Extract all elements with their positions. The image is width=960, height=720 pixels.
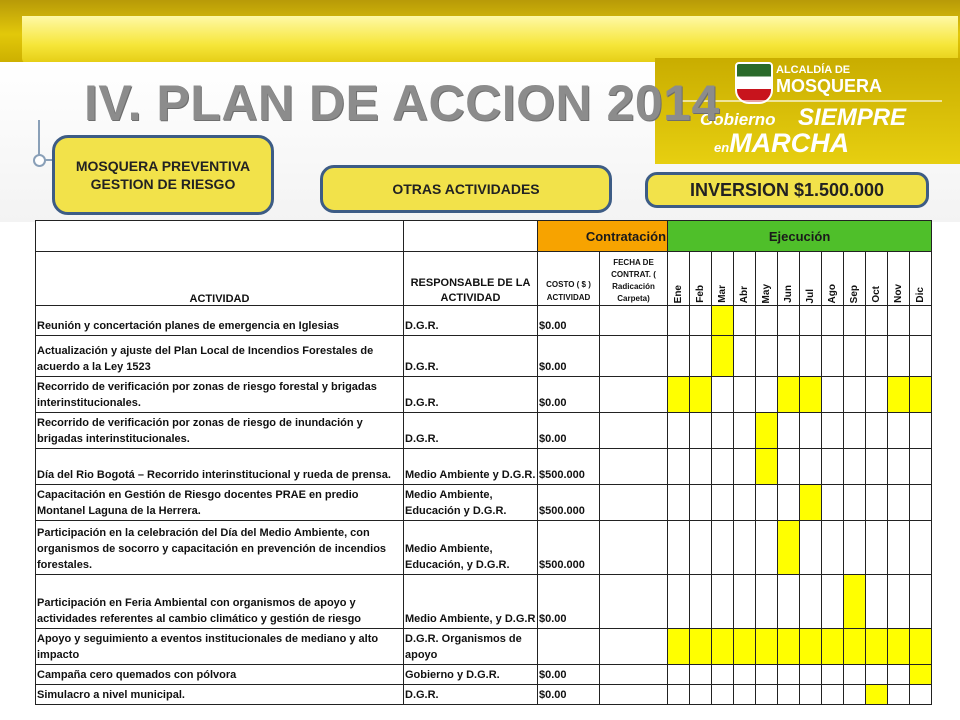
month-cell-ene bbox=[668, 336, 690, 377]
contratacion-header: Contratación bbox=[538, 221, 668, 252]
month-cell-abr bbox=[734, 449, 756, 485]
month-cell-mar bbox=[712, 665, 734, 685]
month-cell-sep bbox=[844, 665, 866, 685]
month-cell-ene bbox=[668, 485, 690, 521]
month-cell-sep bbox=[844, 575, 866, 629]
contract-date-cell bbox=[600, 413, 668, 449]
month-cell-oct bbox=[866, 629, 888, 665]
month-cell-mar bbox=[712, 449, 734, 485]
month-cell-ene bbox=[668, 413, 690, 449]
month-header-sep bbox=[844, 252, 866, 306]
month-cell-feb bbox=[690, 377, 712, 413]
month-cell-dic bbox=[910, 575, 932, 629]
month-cell-jul bbox=[800, 575, 822, 629]
responsible-cell: D.G.R. bbox=[404, 413, 538, 449]
month-cell-feb bbox=[690, 521, 712, 575]
month-cell-nov bbox=[888, 521, 910, 575]
month-cell-may bbox=[756, 306, 778, 336]
month-cell-may bbox=[756, 629, 778, 665]
month-cell-jul bbox=[800, 336, 822, 377]
month-cell-oct bbox=[866, 336, 888, 377]
fecha-header: FECHA DE CONTRAT. ( Radicación Carpeta) bbox=[600, 252, 668, 306]
month-cell-abr bbox=[734, 521, 756, 575]
cost-cell: $500.000 bbox=[538, 485, 600, 521]
month-cell-nov bbox=[888, 377, 910, 413]
month-cell-sep bbox=[844, 413, 866, 449]
month-cell-nov bbox=[888, 449, 910, 485]
month-cell-ago bbox=[822, 521, 844, 575]
month-cell-oct bbox=[866, 575, 888, 629]
month-cell-oct bbox=[866, 685, 888, 705]
month-cell-nov bbox=[888, 336, 910, 377]
month-cell-jul bbox=[800, 685, 822, 705]
contract-date-cell bbox=[600, 336, 668, 377]
cost-cell: $0.00 bbox=[538, 306, 600, 336]
month-cell-ene bbox=[668, 629, 690, 665]
month-cell-dic bbox=[910, 685, 932, 705]
month-header-label: Abr bbox=[739, 285, 751, 303]
month-cell-jul bbox=[800, 665, 822, 685]
slogan-logo bbox=[700, 106, 906, 157]
activity-cell: Apoyo y seguimiento a eventos institucionales de mediano y alto impacto bbox=[36, 629, 404, 665]
contract-date-cell bbox=[600, 377, 668, 413]
month-cell-jul bbox=[800, 413, 822, 449]
month-header-label: May bbox=[761, 283, 773, 303]
month-cell-sep bbox=[844, 485, 866, 521]
month-header-jun bbox=[778, 252, 800, 306]
month-cell-ago bbox=[822, 575, 844, 629]
action-plan-table bbox=[35, 220, 932, 705]
month-cell-dic bbox=[910, 485, 932, 521]
month-cell-feb bbox=[690, 665, 712, 685]
cost-cell: $0.00 bbox=[538, 665, 600, 685]
month-header-abr bbox=[734, 252, 756, 306]
alcaldia-logo bbox=[776, 65, 882, 95]
month-cell-dic bbox=[910, 521, 932, 575]
month-cell-jul bbox=[800, 521, 822, 575]
month-cell-feb bbox=[690, 485, 712, 521]
responsible-cell: Medio Ambiente y D.G.R. bbox=[404, 449, 538, 485]
month-cell-oct bbox=[866, 413, 888, 449]
month-cell-nov bbox=[888, 629, 910, 665]
month-cell-ene bbox=[668, 449, 690, 485]
month-cell-may bbox=[756, 336, 778, 377]
month-cell-dic bbox=[910, 449, 932, 485]
month-cell-abr bbox=[734, 575, 756, 629]
month-header-label: Sep bbox=[849, 284, 861, 303]
responsible-cell: Medio Ambiente, Educación y D.G.R. bbox=[404, 485, 538, 521]
month-cell-abr bbox=[734, 377, 756, 413]
actividad-header: ACTIVIDAD bbox=[36, 252, 404, 306]
responsable-header: RESPONSABLE DE LA ACTIVIDAD bbox=[404, 252, 538, 306]
month-cell-sep bbox=[844, 336, 866, 377]
month-cell-jun bbox=[778, 629, 800, 665]
month-cell-may bbox=[756, 485, 778, 521]
coat-of-arms-icon bbox=[735, 62, 773, 104]
responsible-cell: D.G.R. bbox=[404, 377, 538, 413]
costo-header: COSTO ( $ ) ACTIVIDAD bbox=[538, 252, 600, 306]
month-cell-dic bbox=[910, 665, 932, 685]
activity-cell: Simulacro a nivel municipal. bbox=[36, 685, 404, 705]
program-label: MOSQUERA PREVENTIVA GESTION DE RIESGO bbox=[52, 135, 274, 215]
month-cell-oct bbox=[866, 665, 888, 685]
month-cell-jun bbox=[778, 521, 800, 575]
month-cell-oct bbox=[866, 377, 888, 413]
month-cell-ago bbox=[822, 685, 844, 705]
contract-date-cell bbox=[600, 685, 668, 705]
month-cell-feb bbox=[690, 629, 712, 665]
contract-date-cell bbox=[600, 575, 668, 629]
table-row bbox=[36, 377, 932, 413]
month-cell-jun bbox=[778, 575, 800, 629]
month-cell-ene bbox=[668, 306, 690, 336]
table-row bbox=[36, 306, 932, 336]
month-cell-ene bbox=[668, 665, 690, 685]
group-header-row bbox=[36, 221, 932, 252]
alcaldia-line1: ALCALDÍA DE bbox=[776, 64, 851, 76]
contract-date-cell bbox=[600, 306, 668, 336]
month-cell-nov bbox=[888, 306, 910, 336]
month-cell-jul bbox=[800, 377, 822, 413]
month-header-label: Jun bbox=[783, 285, 795, 303]
month-cell-jun bbox=[778, 377, 800, 413]
activity-cell: Recorrido de verificación por zonas de riesgo de inundación y brigadas interinstitucionales. bbox=[36, 413, 404, 449]
month-cell-nov bbox=[888, 485, 910, 521]
month-header-oct bbox=[866, 252, 888, 306]
responsible-cell: Medio Ambiente, Educación, y D.G.R. bbox=[404, 521, 538, 575]
responsible-cell: Medio Ambiente, y D.G.R bbox=[404, 575, 538, 629]
cost-cell: $0.00 bbox=[538, 377, 600, 413]
month-cell-feb bbox=[690, 306, 712, 336]
month-cell-sep bbox=[844, 521, 866, 575]
slogan-word-3: en bbox=[714, 140, 730, 155]
investment-label: INVERSION $1.500.000 bbox=[645, 172, 929, 208]
month-cell-ene bbox=[668, 521, 690, 575]
month-header-jul bbox=[800, 252, 822, 306]
table-row bbox=[36, 521, 932, 575]
logo-divider bbox=[682, 100, 942, 102]
month-cell-jun bbox=[778, 685, 800, 705]
month-cell-may bbox=[756, 685, 778, 705]
month-header-feb bbox=[690, 252, 712, 306]
month-cell-feb bbox=[690, 413, 712, 449]
cost-cell: $500.000 bbox=[538, 449, 600, 485]
month-header-may bbox=[756, 252, 778, 306]
month-cell-may bbox=[756, 377, 778, 413]
month-cell-mar bbox=[712, 685, 734, 705]
month-cell-jun bbox=[778, 485, 800, 521]
responsible-cell: D.G.R. bbox=[404, 685, 538, 705]
month-cell-ago bbox=[822, 306, 844, 336]
contract-date-cell bbox=[600, 629, 668, 665]
category-label: OTRAS ACTIVIDADES bbox=[320, 165, 612, 213]
month-cell-mar bbox=[712, 521, 734, 575]
month-cell-jun bbox=[778, 449, 800, 485]
table-row bbox=[36, 413, 932, 449]
month-cell-sep bbox=[844, 306, 866, 336]
month-cell-dic bbox=[910, 306, 932, 336]
month-cell-nov bbox=[888, 685, 910, 705]
month-header-label: Dic bbox=[915, 287, 927, 303]
month-header-label: Nov bbox=[893, 284, 905, 303]
month-cell-ago bbox=[822, 665, 844, 685]
month-header-dic bbox=[910, 252, 932, 306]
activity-cell: Reunión y concertación planes de emergencia en Iglesias bbox=[36, 306, 404, 336]
cost-cell: $0.00 bbox=[538, 685, 600, 705]
table-row bbox=[36, 336, 932, 377]
table-row bbox=[36, 629, 932, 665]
cost-cell bbox=[538, 629, 600, 665]
alcaldia-line2: MOSQUERA bbox=[776, 76, 883, 96]
month-header-label: Mar bbox=[717, 285, 729, 303]
month-cell-ago bbox=[822, 629, 844, 665]
month-cell-dic bbox=[910, 336, 932, 377]
month-cell-sep bbox=[844, 629, 866, 665]
cost-cell: $500.000 bbox=[538, 521, 600, 575]
table-row bbox=[36, 449, 932, 485]
ejecucion-header: Ejecución bbox=[668, 221, 932, 252]
slogan-word-4: MARCHA bbox=[729, 128, 850, 158]
contract-date-cell bbox=[600, 665, 668, 685]
activity-cell: Capacitación en Gestión de Riesgo docentes PRAE en predio Montanel Laguna de la Herrera. bbox=[36, 485, 404, 521]
month-cell-oct bbox=[866, 306, 888, 336]
month-cell-ago bbox=[822, 336, 844, 377]
month-cell-abr bbox=[734, 485, 756, 521]
month-cell-mar bbox=[712, 629, 734, 665]
contract-date-cell bbox=[600, 449, 668, 485]
table-row bbox=[36, 665, 932, 685]
month-cell-mar bbox=[712, 413, 734, 449]
month-cell-nov bbox=[888, 413, 910, 449]
month-cell-jun bbox=[778, 665, 800, 685]
month-header-label: Oct bbox=[871, 286, 883, 303]
month-header-nov bbox=[888, 252, 910, 306]
month-cell-abr bbox=[734, 336, 756, 377]
blank-header-cell bbox=[404, 221, 538, 252]
month-cell-oct bbox=[866, 521, 888, 575]
month-cell-sep bbox=[844, 685, 866, 705]
month-cell-jul bbox=[800, 485, 822, 521]
top-banner-highlight bbox=[22, 16, 958, 64]
month-cell-abr bbox=[734, 665, 756, 685]
month-cell-mar bbox=[712, 306, 734, 336]
activity-cell: Campaña cero quemados con pólvora bbox=[36, 665, 404, 685]
table-row bbox=[36, 575, 932, 629]
responsible-cell: Gobierno y D.G.R. bbox=[404, 665, 538, 685]
month-header-mar bbox=[712, 252, 734, 306]
month-header-ene bbox=[668, 252, 690, 306]
month-cell-feb bbox=[690, 336, 712, 377]
month-cell-dic bbox=[910, 413, 932, 449]
responsible-cell: D.G.R. bbox=[404, 336, 538, 377]
month-cell-mar bbox=[712, 336, 734, 377]
month-header-label: Feb bbox=[695, 285, 707, 303]
table-body bbox=[36, 306, 932, 705]
month-cell-dic bbox=[910, 377, 932, 413]
month-cell-may bbox=[756, 521, 778, 575]
month-cell-sep bbox=[844, 377, 866, 413]
responsible-cell: D.G.R. bbox=[404, 306, 538, 336]
blank-header-cell bbox=[36, 221, 404, 252]
month-cell-mar bbox=[712, 377, 734, 413]
month-header-ago bbox=[822, 252, 844, 306]
month-cell-ago bbox=[822, 449, 844, 485]
column-header-row bbox=[36, 252, 932, 306]
month-cell-jul bbox=[800, 629, 822, 665]
month-cell-ene bbox=[668, 377, 690, 413]
month-cell-jul bbox=[800, 449, 822, 485]
month-cell-ene bbox=[668, 685, 690, 705]
month-cell-ene bbox=[668, 575, 690, 629]
month-cell-abr bbox=[734, 306, 756, 336]
month-cell-abr bbox=[734, 413, 756, 449]
activity-cell: Participación en la celebración del Día del Medio Ambiente, con organismos de socorro y capacitación en prevención de incendios forestales. bbox=[36, 521, 404, 575]
activity-cell: Día del Rio Bogotá – Recorrido interinstitucional y rueda de prensa. bbox=[36, 449, 404, 485]
month-header-label: Jul bbox=[805, 288, 817, 303]
contract-date-cell bbox=[600, 485, 668, 521]
month-cell-jun bbox=[778, 306, 800, 336]
month-header-label: Ago bbox=[827, 283, 839, 303]
table-row bbox=[36, 685, 932, 705]
month-cell-ago bbox=[822, 485, 844, 521]
month-cell-nov bbox=[888, 575, 910, 629]
activity-cell: Participación en Feria Ambiental con organismos de apoyo y actividades referentes al cambio climático y gestión de riesgo bbox=[36, 575, 404, 629]
month-cell-may bbox=[756, 575, 778, 629]
month-cell-jun bbox=[778, 336, 800, 377]
month-cell-oct bbox=[866, 449, 888, 485]
slogan-word-2: SIEMPRE bbox=[798, 104, 907, 131]
month-cell-dic bbox=[910, 629, 932, 665]
slide-title: IV. PLAN DE ACCION 2014 bbox=[84, 75, 720, 131]
month-cell-mar bbox=[712, 485, 734, 521]
month-cell-feb bbox=[690, 685, 712, 705]
month-cell-abr bbox=[734, 685, 756, 705]
month-cell-abr bbox=[734, 629, 756, 665]
responsible-cell: D.G.R. Organismos de apoyo bbox=[404, 629, 538, 665]
cost-cell: $0.00 bbox=[538, 413, 600, 449]
slogan-word-1: Gobierno bbox=[700, 110, 776, 129]
month-cell-may bbox=[756, 413, 778, 449]
month-cell-nov bbox=[888, 665, 910, 685]
month-cell-oct bbox=[866, 485, 888, 521]
month-cell-may bbox=[756, 449, 778, 485]
table-row bbox=[36, 485, 932, 521]
month-cell-mar bbox=[712, 575, 734, 629]
month-cell-ago bbox=[822, 413, 844, 449]
activity-cell: Actualización y ajuste del Plan Local de Incendios Forestales de acuerdo a la Ley 1523 bbox=[36, 336, 404, 377]
month-cell-feb bbox=[690, 449, 712, 485]
cost-cell: $0.00 bbox=[538, 575, 600, 629]
month-cell-feb bbox=[690, 575, 712, 629]
activity-cell: Recorrido de verificación por zonas de riesgo forestal y brigadas interinstitucionales. bbox=[36, 377, 404, 413]
month-cell-sep bbox=[844, 449, 866, 485]
month-cell-may bbox=[756, 665, 778, 685]
month-cell-jun bbox=[778, 413, 800, 449]
contract-date-cell bbox=[600, 521, 668, 575]
month-cell-ago bbox=[822, 377, 844, 413]
month-cell-jul bbox=[800, 306, 822, 336]
cost-cell: $0.00 bbox=[538, 336, 600, 377]
month-header-label: Ene bbox=[673, 284, 685, 303]
